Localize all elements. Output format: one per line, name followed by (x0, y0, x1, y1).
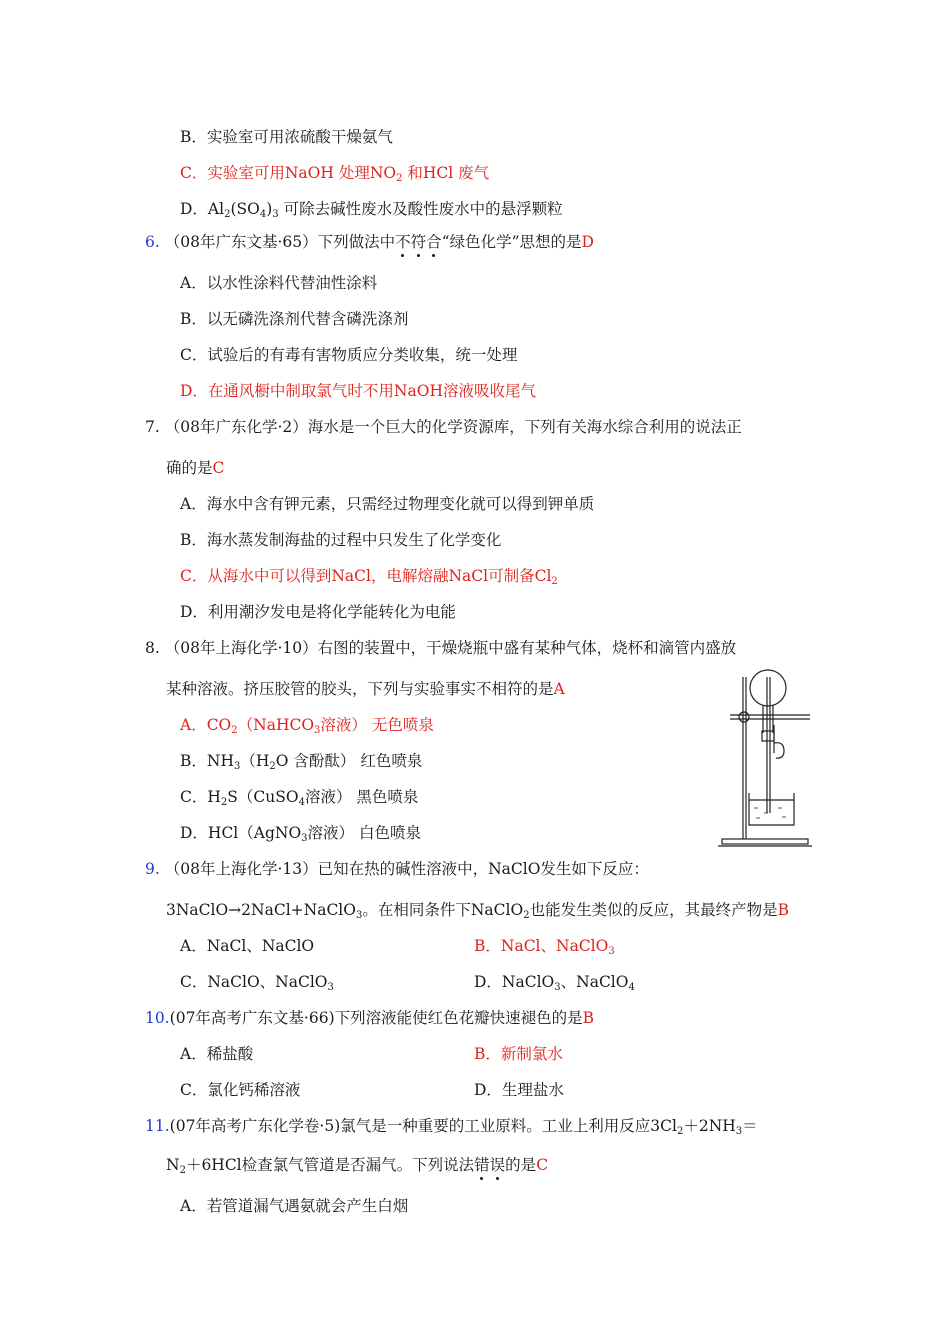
question-9-cont: 3NaClO→2NaCl+NaClO$_3$。在相同条件下NaClO$_2$也能发生类似的反应，其最终产物是B (166, 901, 789, 921)
stand-base (722, 839, 808, 844)
question-number: 9. (145, 860, 160, 878)
q7-option-a: A．海水中含有钾元素，只需经过物理变化就可以得到钾单质 (180, 495, 595, 513)
q7-option-c: C．从海水中可以得到NaCl，电解熔融NaCl可制备$Cl_2$ (180, 567, 558, 587)
q8-option-b: B．$NH_3(H_2O$ 含酚酞） 红色喷泉 (180, 752, 423, 772)
question-7: 7. （08年广东化学·2）海水是一个巨大的化学资源库，下列有关海水综合利用的说法正 (145, 418, 742, 436)
answer: A (553, 680, 565, 698)
question-8: 8. （08年上海化学·10）右图的装置中，干燥烧瓶中盛有某种气体，烧杯和滴管内盛放 (145, 639, 737, 657)
q6-option-a: A．以水性涂料代替油性涂料 (180, 274, 378, 292)
question-9: 9. （08年上海化学·13）已知在热的碱性溶液中，NaClO发生如下反应： (145, 860, 649, 878)
question-11-cont: $N_2+6HCl$检查氯气管道是否漏气。下列说法错误的是C (166, 1156, 549, 1176)
stopper (762, 731, 774, 741)
q11-option-a: A．若管道漏气遇氨就会产生白烟 (180, 1197, 409, 1215)
answer: B (777, 901, 789, 919)
q9-option-c: C．NaClO、NaClO$_3$ (180, 973, 334, 993)
answer: B (582, 1009, 595, 1027)
question-number: 10. (145, 1009, 170, 1027)
q10-option-c: C．氯化钙稀溶液 (180, 1081, 301, 1099)
answer: C (536, 1156, 549, 1174)
q10-option-d: D．生理盐水 (474, 1081, 564, 1099)
question-6: 6. （08年广东文基·65）下列做法中不符合“绿色化学”思想的是D (145, 233, 594, 251)
q5-option-d: D．$Al_2(SO_4)_3$ 可除去碱性废水及酸性废水中的悬浮颗粒 (180, 200, 563, 220)
q6-option-b: B．以无磷洗涤剂代替含磷洗涤剂 (180, 310, 409, 328)
question-number: 6. (145, 233, 160, 251)
question-10: 10.(07年高考广东文基·66)下列溶液能使红色花瓣快速褪色的是B (145, 1009, 595, 1027)
answer: D (581, 233, 594, 251)
q8-option-a: A．$CO_2(NaHCO_3$溶液） 无色喷泉 (180, 716, 434, 736)
q9-option-d: D．NaClO$_3$、NaClO$_4$ (474, 973, 635, 993)
fountain-apparatus-figure (718, 663, 813, 853)
question-8-cont: 某种溶液。挤压胶管的胶头，下列与实验事实不相符的是A (166, 680, 565, 698)
dropper-bulb (774, 743, 784, 758)
q8-option-c: C．$H_2S(CuSO_4$溶液） 黑色喷泉 (180, 788, 419, 808)
q5-option-c: C．实验室可用NaOH 处理$NO_2$ 和HCl 废气 (180, 164, 490, 184)
beaker (749, 793, 794, 825)
q10-option-b: B．新制氯水 (474, 1045, 563, 1063)
question-number: 7. (145, 418, 160, 436)
clamp-knob (739, 712, 749, 722)
q5-option-b: B．实验室可用浓硫酸干燥氨气 (180, 128, 393, 146)
q7-option-b: B．海水蒸发制海盐的过程中只发生了化学变化 (180, 531, 502, 549)
q9-option-a: A．NaCl、NaClO (180, 937, 315, 955)
q7-option-d: D．利用潮汐发电是将化学能转化为电能 (180, 603, 456, 621)
q6-option-c: C．试验后的有毒有害物质应分类收集，统一处理 (180, 346, 518, 364)
question-number: 8. (145, 639, 160, 657)
q10-option-a: A．稀盐酸 (180, 1045, 254, 1063)
q6-option-d: D．在通风橱中制取氯气时不用NaOH溶液吸收尾气 (180, 382, 536, 400)
flask-bulb (750, 670, 786, 706)
answer: C (212, 459, 225, 477)
question-7-cont: 确的是C (166, 459, 225, 477)
question-11: 11.(07年高考广东化学卷·5)氯气是一种重要的工业原料。工业上利用反应$3Cl_2+2NH_3=$ (145, 1117, 758, 1137)
question-number: 11. (145, 1117, 170, 1135)
q9-option-b: B．NaCl、NaClO$_3$ (474, 937, 615, 957)
q8-option-d: D．HCl（AgNO$_3$溶液） 白色喷泉 (180, 824, 421, 844)
